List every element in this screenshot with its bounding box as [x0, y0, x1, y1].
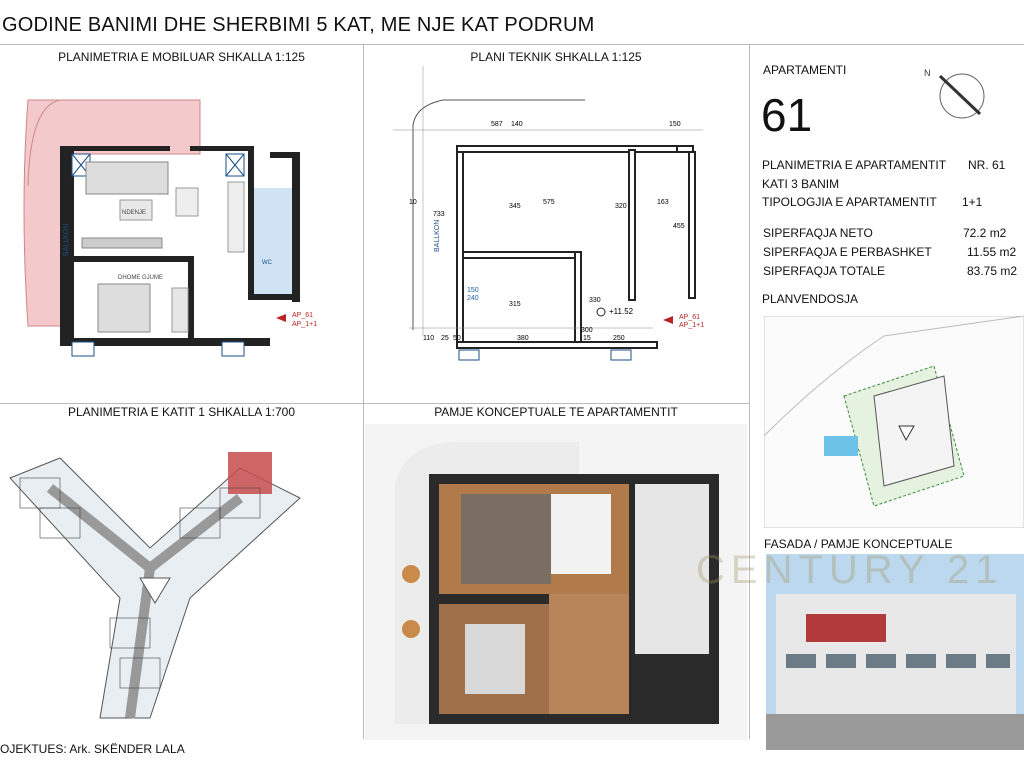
- site-plan-heading: PLANVENDOSJA: [762, 292, 859, 306]
- dim-label: 320: [615, 203, 627, 210]
- net-area-label: SIPERFAQJA NETO: [763, 226, 873, 240]
- balcony-label: BALLKON: [434, 219, 441, 252]
- dim-label: 150: [467, 287, 479, 294]
- facade-heading: FASADA / PAMJE KONCEPTUALE: [764, 537, 953, 551]
- plan-label: PLANIMETRIA E APARTAMENTIT: [762, 158, 947, 172]
- plan-value: NR. 61: [968, 158, 1006, 172]
- dim-label: 315: [509, 301, 521, 308]
- shared-area-label: SIPERFAQJA E PERBASHKET: [763, 245, 932, 259]
- level-label: +11.52: [609, 307, 634, 316]
- technical-plan: [363, 66, 749, 366]
- dim-label: 587: [491, 121, 503, 128]
- dim-label: 455: [673, 223, 685, 230]
- furnished-plan-title: PLANIMETRIA E MOBILUAR SHKALLA 1:125: [58, 50, 305, 64]
- compass-icon: [920, 66, 990, 122]
- dim-label: 250: [613, 335, 625, 342]
- dim-label: 733: [433, 211, 445, 218]
- ap-code-label: AP_61: [292, 312, 314, 319]
- dim-label: 140: [511, 121, 523, 128]
- dim-label: 10: [409, 199, 417, 206]
- dim-label: 163: [657, 199, 669, 206]
- dim-label: 25: [441, 335, 449, 342]
- dim-label: 300: [581, 327, 593, 334]
- apartment-number: 61: [761, 89, 813, 141]
- divider: [749, 44, 750, 739]
- furnished-plan: [0, 66, 363, 366]
- concept-render: [365, 424, 747, 740]
- living-label: NDENJE: [122, 210, 147, 216]
- ap-code-label: AP_61: [679, 314, 701, 321]
- site-plan: [764, 316, 1024, 528]
- technical-plan-title: PLANI TEKNIK SHKALLA 1:125: [470, 50, 642, 64]
- dim-label: 330: [589, 297, 601, 304]
- ap-type-label: AP_1+1: [292, 321, 318, 328]
- dim-label: 50: [453, 335, 461, 342]
- total-area-label: SIPERFAQJA TOTALE: [763, 264, 886, 278]
- type-value: 1+1: [962, 195, 983, 209]
- apartment-heading: APARTAMENTI: [763, 63, 847, 77]
- bedroom-label: DHOME GJUME: [118, 275, 163, 281]
- watermark: CENTURY 21: [696, 548, 1004, 592]
- balcony-label: BALLKON: [63, 223, 70, 256]
- dim-label: 110: [423, 335, 435, 342]
- dim-label: 345: [509, 203, 521, 210]
- floor-plan-title: PLANIMETRIA E KATIT 1 SHKALLA 1:700: [68, 405, 295, 419]
- dim-label: 15: [583, 335, 591, 342]
- divider: [0, 403, 749, 404]
- architect-credit: OJEKTUES: Ark. SKËNDER LALA: [0, 742, 185, 756]
- floor-label: KATI 3 BANIM: [762, 177, 840, 191]
- page-title: GODINE BANIMI DHE SHERBIMI 5 KAT, ME NJE KAT PODRUM: [2, 14, 595, 36]
- type-label: TIPOLOGJIA E APARTAMENTIT: [762, 195, 937, 209]
- svg-text:N: N: [924, 68, 931, 78]
- net-area-value: 72.2 m2: [963, 226, 1007, 240]
- dim-label: 240: [467, 295, 479, 302]
- shared-area-value: 11.55 m2: [967, 245, 1017, 259]
- divider: [0, 44, 1024, 45]
- wc-label: WC: [262, 260, 272, 266]
- ap-type-label: AP_1+1: [679, 322, 705, 329]
- dim-label: 150: [669, 121, 681, 128]
- floor-plan: [0, 418, 363, 740]
- dim-label: 380: [517, 335, 529, 342]
- dim-label: 575: [543, 199, 555, 206]
- total-area-value: 83.75 m2: [967, 264, 1018, 278]
- concept-title: PAMJE KONCEPTUALE TE APARTAMENTIT: [434, 405, 678, 419]
